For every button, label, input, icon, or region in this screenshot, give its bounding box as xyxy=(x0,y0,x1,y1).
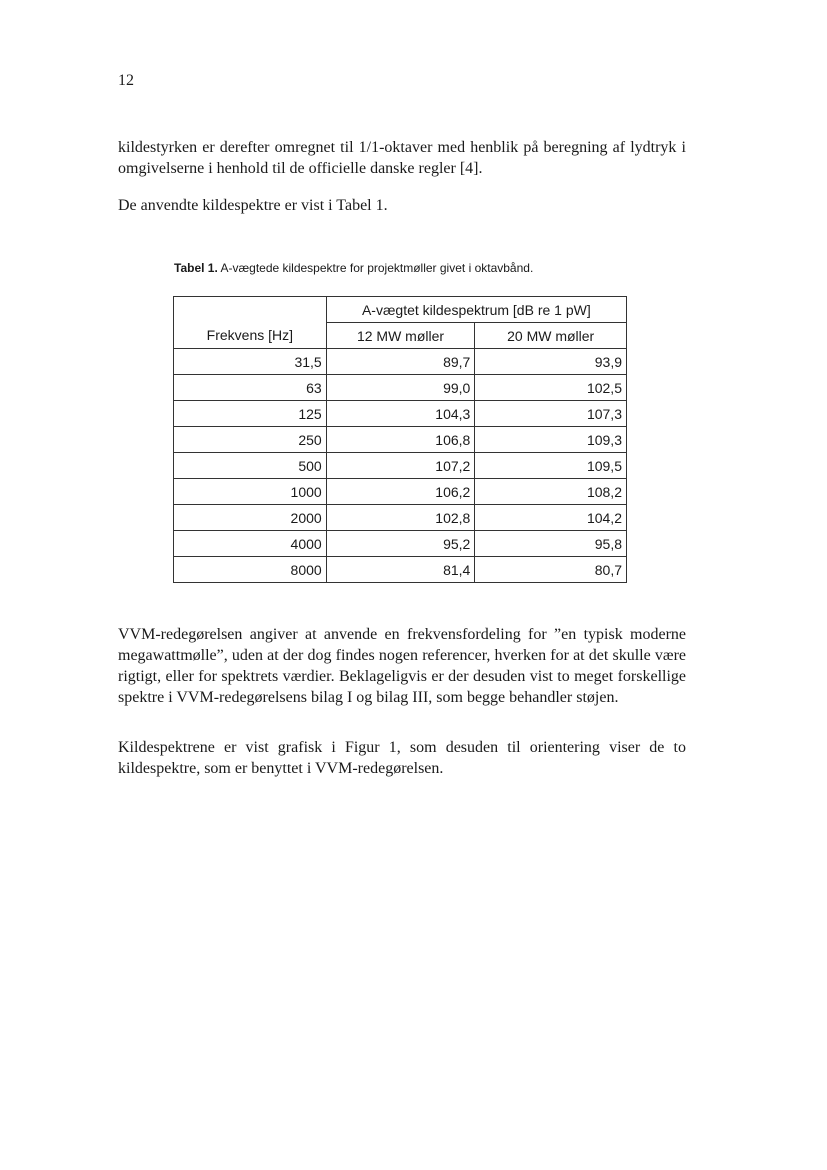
cell-20mw: 109,3 xyxy=(475,427,627,453)
cell-20mw: 95,8 xyxy=(475,531,627,557)
cell-12mw: 89,7 xyxy=(326,349,475,375)
body-paragraph-2: De anvendte kildespektre er vist i Tabel 1. xyxy=(118,197,388,214)
cell-12mw: 95,2 xyxy=(326,531,475,557)
cell-12mw: 106,2 xyxy=(326,479,475,505)
cell-20mw: 107,3 xyxy=(475,401,627,427)
table-row xyxy=(174,453,627,479)
table-group-header: A-vægtet kildespektrum [dB re 1 pW] xyxy=(326,297,626,323)
table-row xyxy=(174,531,627,557)
body-paragraph-1: kildestyrken er derefter omregnet til 1/1-oktaver med henblik på beregning af lydtryk i omgivelserne i henhold til de officielle danske regler [4]. xyxy=(118,139,686,177)
column-header-frequency: Frekvens [Hz] xyxy=(174,323,327,349)
cell-frequency: 125 xyxy=(174,401,327,427)
table-row xyxy=(174,349,627,375)
table-caption-label: Tabel 1. xyxy=(174,261,218,275)
table-row xyxy=(174,479,627,505)
cell-20mw: 109,5 xyxy=(475,453,627,479)
cell-12mw: 102,8 xyxy=(326,505,475,531)
cell-frequency: 63 xyxy=(174,375,327,401)
body-paragraph-3: VVM-redegørelsen angiver at anvende en frekvensfordeling for ”en typisk moderne megawattmølle”, uden at der dog findes nogen referencer, hverken for at det skulle være rigtigt, eller for spektrets værdier. Beklageligvis er der desuden vist to meget forskellige spektre i VVM-redegørelsens bilag I og bilag III, som begge behandler støjen. xyxy=(118,626,686,706)
cell-20mw: 80,7 xyxy=(475,557,627,583)
table-row xyxy=(174,401,627,427)
cell-frequency: 4000 xyxy=(174,531,327,557)
cell-12mw: 107,2 xyxy=(326,453,475,479)
cell-20mw: 93,9 xyxy=(475,349,627,375)
cell-12mw: 104,3 xyxy=(326,401,475,427)
table-row xyxy=(174,505,627,531)
cell-frequency: 8000 xyxy=(174,557,327,583)
table-header-row xyxy=(174,323,627,349)
table-row xyxy=(174,557,627,583)
body-paragraph-4: Kildespektrene er vist grafisk i Figur 1, som desuden til orientering viser de to kildespektre, som er benyttet i VVM-redegørelsen. xyxy=(118,739,686,777)
table-corner-cell xyxy=(174,297,327,323)
cell-12mw: 81,4 xyxy=(326,557,475,583)
cell-20mw: 102,5 xyxy=(475,375,627,401)
cell-20mw: 108,2 xyxy=(475,479,627,505)
column-header-12mw: 12 MW møller xyxy=(326,323,475,349)
cell-frequency: 500 xyxy=(174,453,327,479)
table-row xyxy=(174,427,627,453)
cell-frequency: 1000 xyxy=(174,479,327,505)
table-caption xyxy=(174,261,533,275)
cell-frequency: 2000 xyxy=(174,505,327,531)
source-spectrum-table xyxy=(173,296,627,583)
cell-frequency: 31,5 xyxy=(174,349,327,375)
table-row xyxy=(174,375,627,401)
column-header-20mw: 20 MW møller xyxy=(475,323,627,349)
table-body xyxy=(174,349,627,583)
page-number: 12 xyxy=(118,72,134,89)
cell-12mw: 106,8 xyxy=(326,427,475,453)
table-caption-text: A-vægtede kildespektre for projektmøller givet i oktavbånd. xyxy=(217,261,534,275)
cell-12mw: 99,0 xyxy=(326,375,475,401)
cell-20mw: 104,2 xyxy=(475,505,627,531)
cell-frequency: 250 xyxy=(174,427,327,453)
table-group-header-row xyxy=(174,297,627,323)
